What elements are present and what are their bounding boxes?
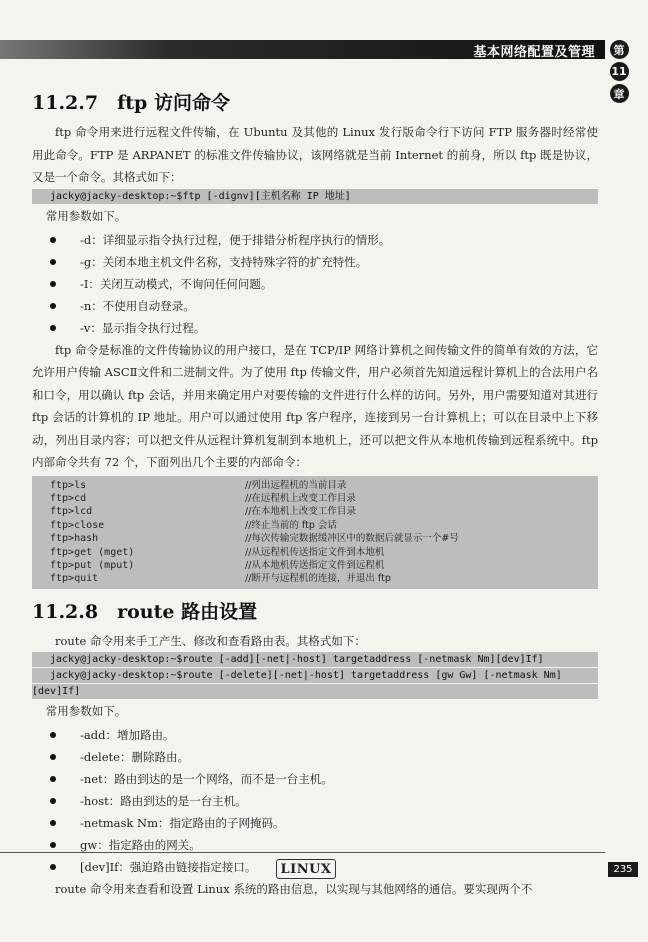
page-content — [32, 80, 598, 901]
list-item — [50, 229, 598, 251]
ftp-params-list — [32, 229, 598, 339]
command: ftp>quit — [50, 573, 99, 585]
list-item — [50, 790, 598, 812]
list-item — [50, 768, 598, 790]
command: ftp>ls — [50, 479, 87, 491]
route-syntax-delete: jacky@jacky-desktop:~$route [-delete][-net|-host] targetaddress [gw Gw] [-netmask Nm] — [32, 668, 598, 683]
route-syntax-delete-wrap: [dev]If] — [32, 684, 598, 699]
bullet-icon — [50, 325, 56, 331]
param-text: [dev]If：强迫路由链接指定接口。 — [80, 860, 257, 875]
param-text: -add：增加路由。 — [80, 728, 175, 743]
ftp-body: ftp 命令是标准的文件传输协议的用户接口，是在 TCP/IP 网络计算机之间传输文件的简单有效的方法，它允许用户传输 ASCⅡ文件和二进制文件。为了使用 ftp 传输文件，用户必须首先知道远程计算机上的合法用户名和口令，用以确认 ftp 会话，并用来确定用户对要传输的文件进行什么样的访问。另外，用户需要知道对其进行 ftp 会话的计算机的 IP 地址。用户可以通过使用 ftp 客户程序，连接到另一台计算机上；可以在目录中上下移动，列出目录内容；可以把文件从远程计算机复制到本地机上，还可以把文件从本地机传输到远程系统中。ftp 内部命令共有 72 个，下面列出几个主要的内部命令： — [32, 342, 598, 469]
list-item — [50, 812, 598, 834]
param-text: -net：路由到达的是一个网络，而不是一台主机。 — [80, 772, 333, 787]
list-item — [50, 724, 598, 746]
page-number: 235 — [608, 862, 638, 877]
list-item — [50, 251, 598, 273]
route-params-label: 常用参数如下。 — [45, 704, 127, 719]
param-text: -g：关闭本地主机文件名称，支持特殊字符的扩充特性。 — [80, 254, 368, 269]
command-desc: //每次传输完数据缓冲区中的数据后就显示一个#号 — [245, 533, 459, 545]
param-text: gw：指定路由的网关。 — [80, 838, 201, 853]
command: ftp>lcd — [50, 506, 93, 518]
chapter-tab-prefix: 第 — [610, 40, 629, 59]
table-row — [50, 505, 598, 518]
chapter-tab — [608, 40, 630, 103]
table-row — [50, 519, 598, 532]
param-text: -n：不使用自动登录。 — [80, 298, 195, 313]
header-bar — [0, 40, 605, 59]
chapter-tab-suffix: 章 — [610, 84, 629, 103]
table-row — [50, 479, 598, 492]
param-text: -delete：删除路由。 — [80, 750, 189, 765]
bullet-icon — [50, 864, 56, 870]
table-row — [50, 572, 598, 585]
param-text: -I：关闭互动模式，不询问任何问题。 — [80, 276, 273, 291]
section-title-ftp: 11.2.7 ftp 访问命令 — [32, 92, 230, 114]
param-text: -d：详细显示指令执行过程，便于排错分析程序执行的情形。 — [80, 232, 391, 247]
table-row — [50, 559, 598, 572]
command: ftp>close — [50, 519, 105, 531]
footer-divider — [0, 852, 605, 853]
bullet-icon — [50, 842, 56, 848]
param-text: -v：显示指令执行过程。 — [80, 320, 206, 335]
command-desc: //在远程机上改变工作目录 — [245, 492, 356, 504]
section-title-route: 11.2.8 route 路由设置 — [32, 600, 258, 623]
ftp-command-table — [32, 476, 598, 589]
table-row — [50, 546, 598, 559]
ftp-intro: ftp 命令用来进行远程文件传输，在 Ubuntu 及其他的 Linux 发行版命令行下访问 FTP 服务器时经常使用此命令。FTP 是 ARPANET 的标准文件传输协议，该网络就是当前 Internet 的前身，所以 ftp 既是协议，又是一个命令。其格式如下： — [32, 125, 598, 184]
running-header: 基本网络配置及管理 — [473, 45, 595, 60]
table-row — [50, 532, 598, 545]
ftp-params-label: 常用参数如下。 — [45, 208, 127, 223]
list-item — [50, 317, 598, 339]
command-desc: //终止当前的 ftp 会话 — [245, 519, 337, 531]
command-desc: //在本地机上改变工作目录 — [245, 506, 356, 518]
bullet-icon — [50, 776, 56, 782]
bullet-icon — [50, 732, 56, 738]
command: ftp>hash — [50, 533, 99, 545]
bullet-icon — [50, 259, 56, 265]
list-item — [50, 746, 598, 768]
bullet-icon — [50, 798, 56, 804]
ftp-syntax: jacky@jacky-desktop:~$ftp [-dignv][主机名称 IP 地址] — [32, 189, 598, 204]
param-text: -host：路由到达的是一台主机。 — [80, 794, 247, 809]
command-desc: //断开与远程机的连接，并退出 ftp — [245, 573, 391, 585]
bullet-icon — [50, 303, 56, 309]
bullet-icon — [50, 237, 56, 243]
command: ftp>get (mget) — [50, 546, 135, 558]
route-closing: route 命令用来查看和设置 Linux 系统的路由信息，以实现与其他网络的通信。要实现两个不 — [55, 882, 533, 897]
route-syntax-add: jacky@jacky-desktop:~$route [-add][-net|-host] targetaddress [-netmask Nm][dev]If] — [32, 652, 598, 667]
param-text: -netmask Nm：指定路由的子网掩码。 — [80, 816, 285, 831]
command: ftp>put (mput) — [50, 559, 135, 571]
route-intro: route 命令用来手工产生、修改和查看路由表。其格式如下： — [55, 633, 366, 648]
list-item — [50, 273, 598, 295]
bullet-icon — [50, 281, 56, 287]
table-row — [50, 492, 598, 505]
linux-logo: LINUX — [276, 859, 336, 879]
command-desc: //从远程机传送指定文件到本地机 — [245, 546, 385, 558]
chapter-tab-number: 11 — [610, 62, 629, 81]
command-desc: //从本地机传送指定文件到远程机 — [245, 559, 385, 571]
bullet-icon — [50, 754, 56, 760]
command: ftp>cd — [50, 492, 87, 504]
route-params-list — [32, 724, 598, 878]
bullet-icon — [50, 820, 56, 826]
list-item — [50, 295, 598, 317]
command-desc: //列出远程机的当前目录 — [245, 479, 347, 491]
